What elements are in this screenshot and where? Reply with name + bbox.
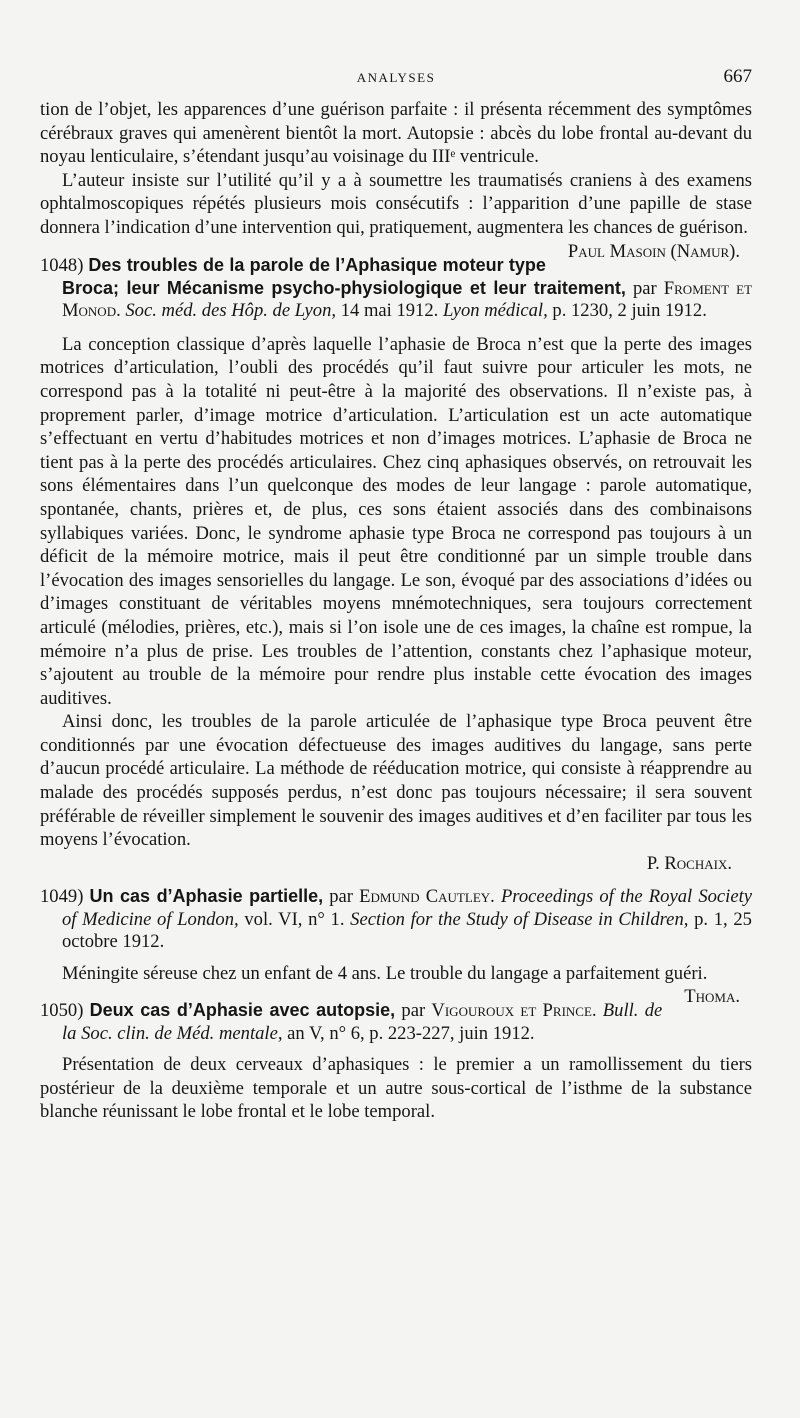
signature: Paul Masoin (Namur). [567,240,740,262]
entry-heading [40,999,752,1045]
entry-source: Soc. méd. des Hôp. de Lyon, [120,300,337,322]
paragraph-text: L’auteur insiste sur l’utilité qu’il y a à soumettre les traumatisés craniens à des examens ophtalmoscopiques répétés plusieurs mois consécutifs : l’apparition d’une papille de stase donnera l’indication d’une intervention qui, pratiquement, augmentera les chances de guérison. [40,169,752,238]
signature: P. Rochaix. [646,852,732,874]
paragraph [40,169,752,262]
entry-date: 14 mai 1912. [336,300,439,322]
paragraph: La conception classique d’après laquelle l’aphasie de Broca n’est que la perte des images motrices d’articulation, l’oubli des procédés qu’il faut suivre pour articuler les mots, ne correspond pas à la totalité ni peut-être à la majorité des observations. Il n’existe pas, à proprement parler, d’image motrice d’articulation. L’articulation est un acte automatique s’effectuant en vertu d’habitudes motrices et non d’images motrices. L’aphasie de Broca ne tient pas à la perte des procédés articulaires. Chez cinq aphasiques observés, on retrouvait les sons élémentaires dans l’un quelconque des modes de leur langage : parole automatique, spontanée, chants, prières et, de plus, ces sons étaient associés dans des combinaisons syllabiques variées. Donc, le syndrome aphasie type Broca ne correspond pas toujours à un déficit de la mémoire motrice, mais il peut être conditionné par un simple trouble dans l’évocation des images sensorielles du langage. Le son, évoqué par des associations d’idées ou d’images constituant de véritables moyens mnémotechniques, sera toujours correctement articulé (mélodies, prières, etc.), mais si l’on isole une de ces images, la chaîne est rompue, la mémoire n’a plus de prise. Les troubles de l’attention, constants chez l’aphasique moteur, s’ajoutent au trouble de la mémoire pour rendre plus instable cette évocation des images auditives. [40,333,752,709]
signature: Thoma. [684,986,740,1008]
page-header [40,62,752,92]
entry-ref: vol. VI, n° 1. [238,908,345,930]
entry-ref: p. 1230, 2 juin 1912. [547,300,707,322]
running-head: ANALYSES [356,70,436,85]
entry-source: Proceedings of the Royal Society of Medicine of London, [62,886,752,930]
entry-1050 [40,999,752,1124]
entry-number: 1050) [40,1000,84,1022]
entry-ref: p. 1, 25 octobre 1912. [62,908,752,953]
page [40,62,752,1124]
paragraph [40,962,752,1008]
entry-title: Deux cas d’Aphasie avec autopsie, [89,1000,396,1021]
entry-number: 1048) [40,254,84,276]
entry-authors: Froment et Monod. [62,277,753,322]
entry-by: par [395,1000,432,1022]
entry-by: par [323,886,360,908]
entry-heading [40,254,752,323]
entry-number: 1049) [40,886,84,908]
entry-by: par [625,277,664,299]
entry-journal: Lyon médical, [438,300,548,322]
entry-heading [40,885,752,953]
entry-authors: Edmund Cautley. [359,886,495,908]
paragraph: Ainsi donc, les troubles de la parole articulée de l’aphasique type Broca peuvent être conditionnés par une évocation défectueuse des images auditives du langage, sans perte d’aucun procédé articulaire. La méthode de rééducation motrice, qui consiste à réapprendre au malade des procédés supposés perdus, n’est donc pas toujours nécessaire; il sera souvent préférable de réveiller simplement le souvenir des images auditives et d’en faciliter par tous les moyens l’évocation. [40,711,752,851]
continuation-section [40,98,752,262]
entry-source: Bull. de la Soc. clin. de Méd. mentale, [62,1000,663,1044]
paragraph: Présentation de deux cerveaux d’aphasiques : le premier a un ramollissement du tiers postérieur de la deuxième temporale et un autre sous-cortical de l’isthme de la substance blanche réunissant le lobe frontal et le lobe temporal. [40,1054,752,1123]
entry-authors: Vigouroux et Prince. [431,1000,597,1022]
entry-section: Section for the Study of Disease in Children, [344,908,689,930]
entry-title: Un cas d’Aphasie partielle, [89,886,324,907]
entry-title: Des troubles de la parole de l’Aphasique moteur type Broca; leur Mécanisme psycho-physiologique et leur traitement, [62,254,626,298]
entry-ref: an V, n° 6, p. 223-227, juin 1912. [282,1022,535,1044]
paragraph-text: Méningite séreuse chez un enfant de 4 ans. Le trouble du langage a parfaitement guéri. [62,962,708,984]
page-number: 667 [723,66,752,87]
entry-1048 [40,254,752,876]
paragraph: tion de l’objet, les apparences d’une guérison parfaite : il présenta récemment des symptômes cérébraux graves qui amenèrent bientôt la mort. Autopsie : abcès du lobe frontal au-devant du noyau lenticulaire, s’étendant jusqu’au voisinage du IIIᵉ ventricule. [40,99,752,168]
entry-1049 [40,885,752,1008]
